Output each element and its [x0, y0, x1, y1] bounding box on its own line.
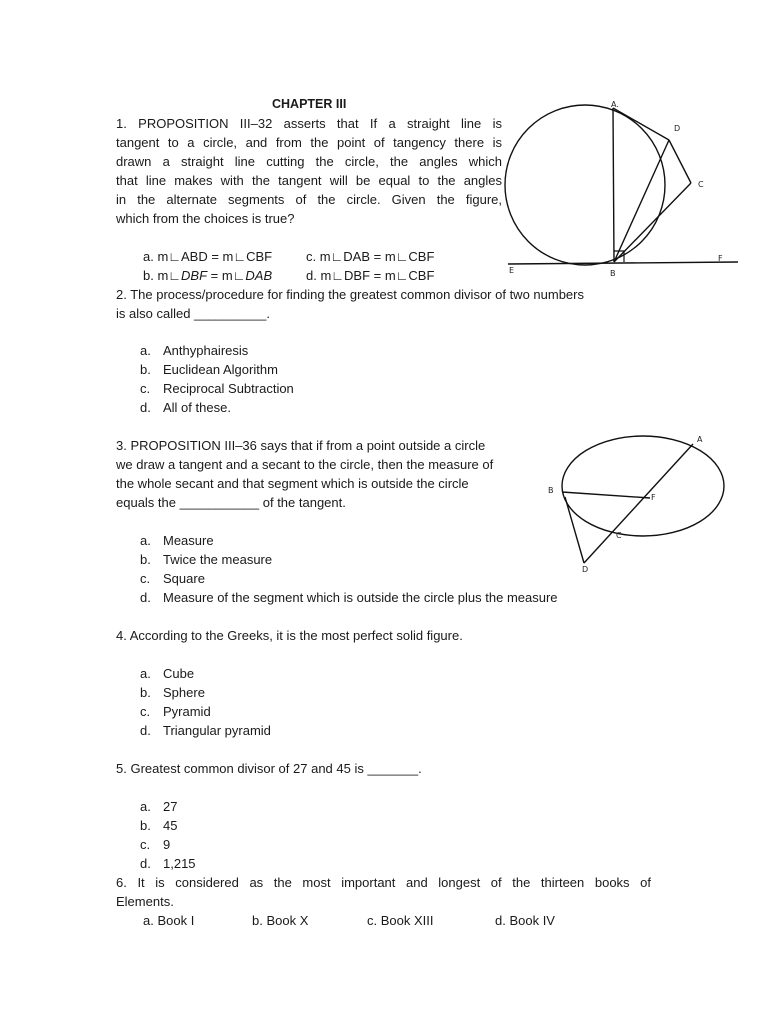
q3-line: we draw a tangent and a secant to the circle, then the measure of: [116, 457, 494, 472]
fig1-label-b: B: [610, 269, 616, 278]
tangent-chord-figure: [503, 95, 743, 285]
q1-line: in the alternate segments of the circle. Given the figure,: [116, 192, 502, 207]
q1-line: drawn a straight line cutting the circle, the angles which: [116, 154, 502, 169]
chapter-title: CHAPTER III: [272, 97, 347, 111]
q5-line: 5. Greatest common divisor of 27 and 45 is _______.: [116, 761, 422, 776]
q3-option: a. Measure: [140, 533, 214, 548]
q1-choice-d: d. m∟DBF = m∟CBF: [306, 268, 435, 283]
fig2-label-a: A: [697, 435, 703, 444]
q2-option: b. Euclidean Algorithm: [140, 362, 278, 377]
q3-option: d. Measure of the segment which is outside the circle plus the measure: [140, 590, 558, 605]
fig2-label-f: F: [651, 493, 656, 502]
q3-line: the whole secant and that segment which is outside the circle: [116, 476, 469, 491]
q3-option: c. Square: [140, 571, 205, 586]
q4-option: b. Sphere: [140, 685, 205, 700]
q1-choice-c: c. m∟DAB = m∟CBF: [306, 249, 435, 264]
fig2-label-b: B: [548, 486, 554, 495]
q1-choice-a: a. m∟ABD = m∟CBF: [143, 249, 273, 264]
q6-choice: d. Book IV: [495, 913, 555, 928]
fig1-label-d: D: [674, 124, 681, 133]
q5-option: a. 27: [140, 799, 178, 814]
fig1-label-f: F: [718, 254, 723, 263]
q5-option: d. 1,215: [140, 856, 196, 871]
q1-line: tangent to a circle, and from the point of tangency there is: [116, 135, 502, 150]
q1-line: that line makes with the tangent will be equal to the angles: [116, 173, 502, 188]
q6-line: 6. It is considered as the most important and longest of the thirteen books of: [116, 875, 651, 890]
q3-line: 3. PROPOSITION III–36 says that if from a point outside a circle: [116, 438, 486, 453]
q4-option: d. Triangular pyramid: [140, 723, 271, 738]
fig1-label-c: C: [698, 180, 704, 189]
q3-option: b. Twice the measure: [140, 552, 273, 567]
fig2-label-c: C: [616, 531, 622, 540]
q1-line: 1. PROPOSITION III–32 asserts that If a straight line is: [116, 116, 502, 131]
q2-option: c. Reciprocal Subtraction: [140, 381, 294, 396]
fig1-label-e: E: [509, 266, 515, 275]
q4-line: 4. According to the Greeks, it is the most perfect solid figure.: [116, 628, 463, 643]
fig1-label-a: A.: [611, 100, 619, 109]
fig2-label-d: D: [582, 565, 589, 574]
q2-line: is also called __________.: [116, 306, 270, 321]
q2-option: a. Anthyphairesis: [140, 343, 249, 358]
q6-choice: b. Book X: [252, 913, 309, 928]
q2-line: 2. The process/procedure for finding the greatest common divisor of two numbers: [116, 287, 584, 302]
q5-option: c. 9: [140, 837, 171, 852]
q6-choice: c. Book XIII: [367, 913, 434, 928]
q2-option: d. All of these.: [140, 400, 231, 415]
q6-line: Elements.: [116, 894, 174, 909]
q1-choice-b: b. m∟DBF = m∟DAB: [143, 268, 273, 283]
q1-line: which from the choices is true?: [116, 211, 295, 226]
q4-option: a. Cube: [140, 666, 195, 681]
q4-option: c. Pyramid: [140, 704, 211, 719]
q5-option: b. 45: [140, 818, 178, 833]
tangent-secant-figure: [540, 430, 740, 580]
q6-choice: a. Book I: [143, 913, 195, 928]
q3-line: equals the ___________ of the tangent.: [116, 495, 346, 510]
